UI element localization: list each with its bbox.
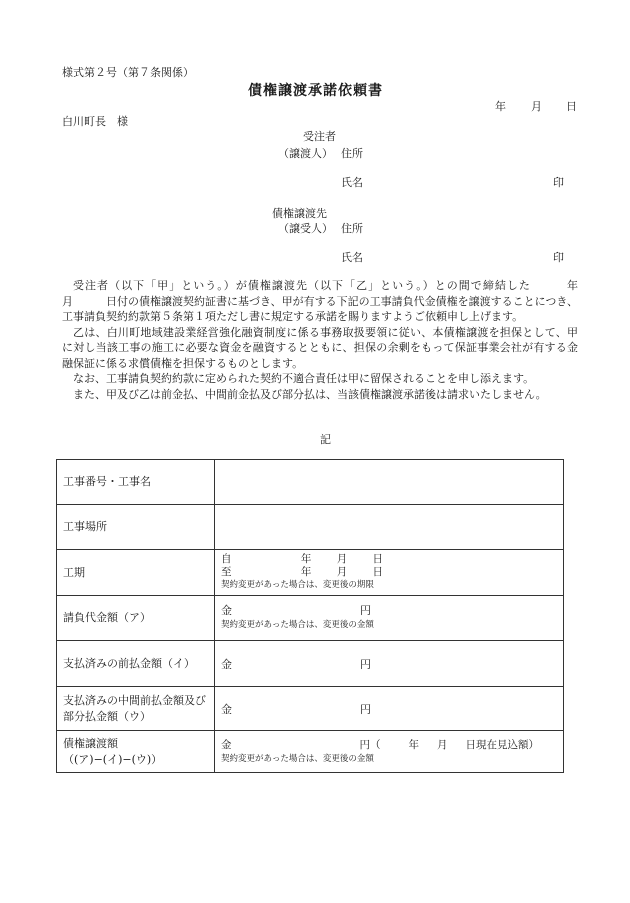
date-day: 日	[566, 100, 577, 113]
assignee-name-label: 氏名	[341, 251, 363, 264]
form-label: 様式第２号（第７条関係）	[62, 66, 194, 79]
table-row	[57, 731, 564, 773]
document-title: 債権譲渡承諾依頼書	[248, 83, 383, 99]
assignor-seal: 印	[553, 176, 564, 189]
construction-site-value[interactable]	[215, 505, 564, 550]
transfer-amount-note: 契約変更があった場合は、変更後の金額	[221, 753, 374, 764]
table-row	[57, 460, 564, 505]
period-from: 自 年 月 日	[221, 553, 384, 565]
construction-number-label: 工事番号・工事名	[57, 460, 215, 505]
transfer-formula: （(ア)−(イ)−(ウ)）	[63, 752, 163, 766]
paragraph-loan: 乙は、白川町地域建設業経営強化融資制度に係る事務取扱要領に従い、本債権譲渡を担保として、甲に対し当該工事の施工に必要な資金を融資するとともに、担保の余剰をもって保証事業会社が有する金融保証に係る求償債権を担保するものとします。	[62, 325, 578, 370]
table-row	[57, 641, 564, 687]
table-row	[57, 505, 564, 550]
assignor-name-label: 氏名	[341, 176, 363, 189]
body-text	[62, 278, 611, 402]
interim-paid-label: 支払済みの中間前払金額及び部分払金額（ウ）	[57, 687, 215, 731]
construction-number-value[interactable]	[215, 460, 564, 505]
addressee: 白川町長 様	[62, 115, 128, 128]
paragraph-payments: また、甲及び乙は前金払、中間前金払及び部分払は、当該債権譲渡承諾後は請求いたしません。	[73, 387, 547, 401]
assignor-address-label: 住所	[341, 147, 363, 160]
contract-amount-note: 契約変更があった場合は、変更後の金額	[221, 620, 374, 630]
ki-heading: 記	[320, 433, 331, 446]
assignee-address-label: 住所	[341, 222, 363, 235]
table-row	[57, 550, 564, 596]
date-month: 月	[531, 100, 542, 113]
assignee-seal: 印	[553, 251, 564, 264]
assignor-label: 受注者	[303, 130, 336, 143]
interim-paid-value[interactable]: 金 円	[215, 687, 564, 731]
table-row	[57, 687, 564, 731]
date-year: 年	[495, 100, 506, 113]
paragraph-request: 受注者（以下「甲」という。）が債権譲渡先（以下「乙」という。）との間で締結した 年 月 日付の債権譲渡契約証書に基づき、甲が有する下記の工事請負代金債権を譲渡することにつき、工事請負契約約款第５条第１項ただし書に規定する承諾を賜りますようご依頼申し上げます。	[62, 279, 611, 323]
assignee-label: 債権譲渡先	[272, 207, 327, 220]
period-value[interactable]	[215, 550, 564, 596]
assignee-sub: （譲受人）	[278, 222, 333, 235]
advance-paid-label: 支払済みの前払金額（イ）	[57, 641, 215, 687]
period-note: 契約変更があった場合は、変更後の期限	[221, 580, 374, 590]
contract-amount-value[interactable]: 金 円 契約変更があった場合は、変更後の金額	[215, 596, 564, 641]
advance-paid-value[interactable]: 金 円	[215, 641, 564, 687]
table-row	[57, 596, 564, 641]
period-to: 至 年 月 日	[221, 566, 384, 578]
transfer-amount-value[interactable]: 金 円（ 年 月 日現在見込額） 契約変更があった場合は、変更後の金額	[215, 731, 564, 773]
construction-site-label: 工事場所	[57, 505, 215, 550]
detail-table	[56, 459, 564, 773]
period-label: 工期	[57, 550, 215, 596]
paragraph-liability: なお、工事請負契約約款に定められた契約不適合責任は甲に留保されることを申し添えます。	[73, 372, 535, 385]
contract-amount-label: 請負代金額（ア）	[57, 596, 215, 641]
transfer-amount-label: 債権譲渡額 （(ア)−(イ)−(ウ)）	[57, 731, 215, 773]
assignor-sub: （譲渡人）	[278, 147, 333, 160]
